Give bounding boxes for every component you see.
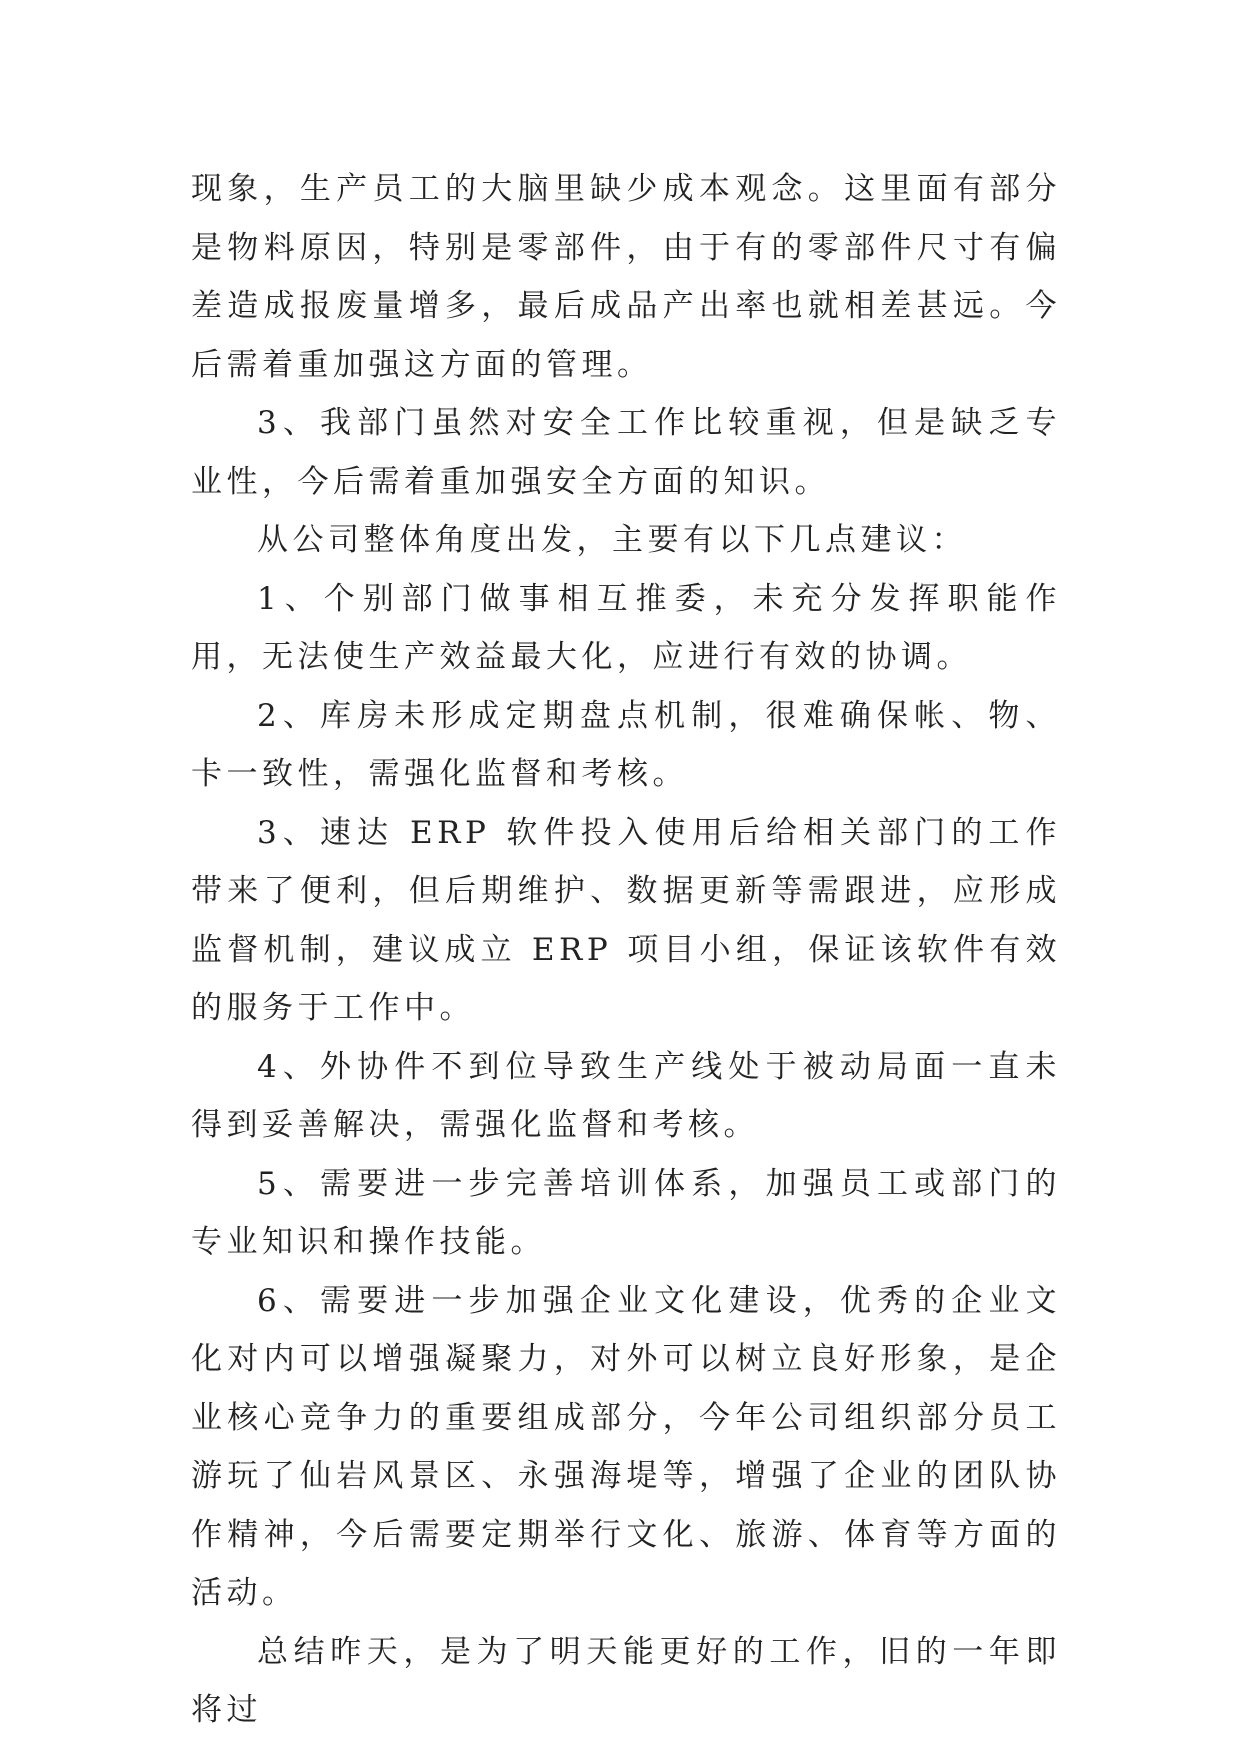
paragraph-suggestion-6: 6、需要进一步加强企业文化建设，优秀的企业文化对内可以增强凝聚力，对外可以树立良好形象，是企业核心竞争力的重要组成部分，今年公司组织部分员工游玩了仙岩风景区、永强海堤等，增强了企业的团队协作精神，今后需要定期举行文化、旅游、体育等方面的活动。: [191, 1282, 1061, 1611]
paragraph-suggestion-5: 5、需要进一步完善培训体系，加强员工或部门的专业知识和操作技能。: [191, 1165, 1061, 1260]
paragraph-safety: 3、我部门虽然对安全工作比较重视，但是缺乏专业性，今后需着重加强安全方面的知识。: [191, 405, 1061, 500]
paragraph-suggestion-1: 1、个别部门做事相互推委，未充分发挥职能作用，无法使生产效益最大化，应进行有效的协调。: [191, 580, 1061, 675]
paragraph-cost-awareness: 现象，生产员工的大脑里缺少成本观念。这里面有部分是物料原因，特别是零部件，由于有的零部件尺寸有偏差造成报废量增多，最后成品产出率也就相差甚远。今后需着重加强这方面的管理。: [191, 171, 1061, 383]
paragraph-suggestions-intro: 从公司整体角度出发，主要有以下几点建议：: [257, 522, 967, 558]
paragraph-suggestion-3: 3、速达 ERP 软件投入使用后给相关部门的工作带来了便利，但后期维护、数据更新等需跟进，应形成监督机制，建议成立 ERP 项目小组，保证该软件有效的服务于工作中。: [191, 814, 1061, 1026]
paragraph-suggestion-2: 2、库房未形成定期盘点机制，很难确保帐、物、卡一致性，需强化监督和考核。: [191, 697, 1061, 792]
body-text: [191, 160, 1061, 1740]
paragraph-summary: 总结昨天，是为了明天能更好的工作，旧的一年即将过: [191, 1633, 1061, 1728]
paragraph-suggestion-4: 4、外协件不到位导致生产线处于被动局面一直未得到妥善解决，需强化监督和考核。: [191, 1048, 1061, 1143]
